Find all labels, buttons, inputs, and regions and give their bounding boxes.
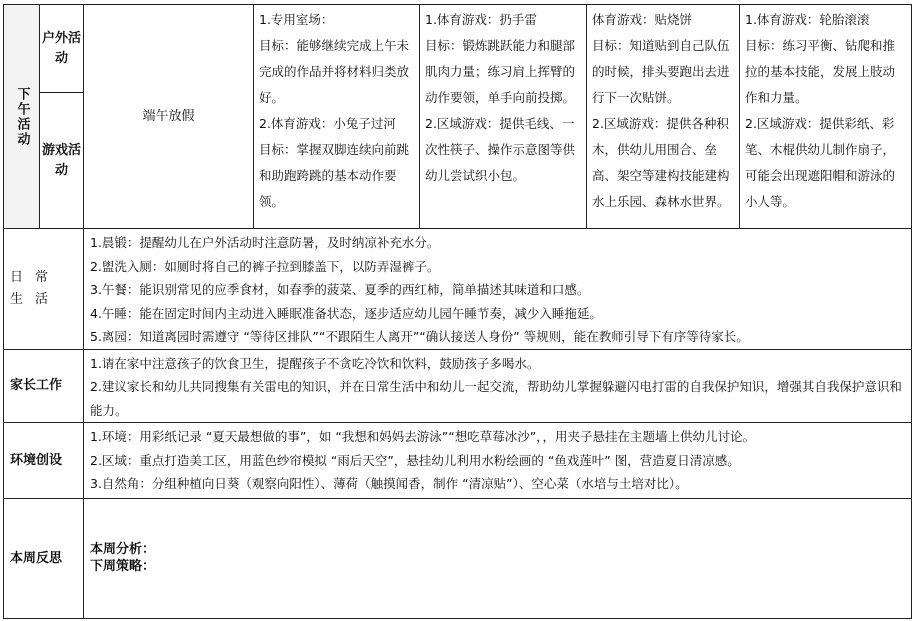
list-item: 2.区域：重点打造美工区，用蓝色纱帘模拟 “雨后天空”，悬挂幼儿利用水粉绘画的 “鱼戏莲叶” 图，营造夏日清凉感。: [90, 452, 740, 468]
afternoon-title: 下午活动: [14, 86, 30, 147]
parent-work-header: 家长工作: [4, 349, 84, 423]
week-analysis-label: 本周分析：: [90, 542, 156, 557]
col2-line: 2.区域游戏：提供毛线、一次性筷子、操作示意图等供幼儿尝试织小包。: [425, 116, 576, 183]
list-item: 1.请在家中注意孩子的饮食卫生，提醒孩子不贪吃冷饮和饮料，鼓励孩子多喝水。: [90, 355, 540, 371]
weekly-plan-table: [3, 4, 912, 619]
parent-work-list: [84, 349, 912, 423]
outdoor-activity-label: 户外活动: [40, 5, 84, 93]
environment-list: [84, 423, 912, 499]
col2-line: 1.体育游戏：扔手雷: [425, 12, 537, 27]
weekly-plan-page: [3, 4, 911, 619]
reflection-body: [84, 499, 912, 619]
environment-header: 环境创设: [4, 423, 84, 499]
col4-line: 1.体育游戏：轮胎滚滚: [745, 12, 870, 27]
list-item: 3.午餐：能识别常见的应季食材，如春季的菠菜、夏季的西红柿，简单描述其味道和口感。: [90, 282, 590, 297]
reflection-header: 本周反思: [4, 499, 84, 619]
afternoon-col-3: [587, 5, 740, 229]
afternoon-col-1: [254, 5, 420, 229]
list-item: 5.离园：知道离园时需遵守 “等待区排队”“不跟陌生人离开”“确认接送人身份” 等规则，能在教师引导下有序等待家长。: [90, 329, 749, 344]
list-item: 1.晨锻：提醒幼儿在户外活动时注意防暑，及时纳凉补充水分。: [90, 235, 440, 250]
list-item: 2.建议家长和幼儿共同搜集有关雷电的知识，并在日常生活中和幼儿一起交流，帮助幼儿掌握躲避闪电打雷的自我保护知识，增强其自我保护意识和能力。: [90, 379, 902, 418]
col3-line: 2.区域游戏：提供各种积木，供幼儿用围合、垒高、架空等建构技能建构水上乐园、森林水世界。: [592, 116, 730, 209]
daily-life-list: [84, 229, 912, 350]
afternoon-col-4: [740, 5, 912, 229]
list-item: 4.午睡：能在固定时间内主动进入睡眠准备状态，逐步适应幼儿园午睡节奏，减少入睡拖延。: [90, 305, 602, 321]
col1-line: 2.体育游戏：小兔子过河: [259, 116, 396, 131]
col2-line: 目标：锻炼跳跃能力和腿部肌肉力量；练习肩上挥臂的动作要领，单手向前投掷。: [425, 38, 576, 105]
game-activity-label: 游戏活动: [40, 93, 84, 229]
holiday-cell: 端午放假: [84, 5, 254, 229]
col3-line: 目标：知道贴到自己队伍的时候，排头要跑出去进行下一次贴饼。: [592, 38, 730, 105]
daily-life-header: 日常生活: [4, 229, 84, 350]
list-item: 2.盥洗入厕：如厕时将自己的裤子拉到膝盖下，以防弄湿裤子。: [90, 258, 440, 274]
afternoon-col-2: [420, 5, 587, 229]
col1-line: 目标：能够继续完成上午未完成的作品并将材料归类放好。: [259, 38, 410, 105]
list-item: 3.自然角：分组种植向日葵（观察向阳性）、薄荷（触摸闻香，制作 “清凉贴”）、空心菜（水培与土培对比）。: [90, 476, 688, 491]
list-item: 1.环境：用彩纸记录 “夏天最想做的事”，如 “我想和妈妈去游泳”“想吃草莓冰沙”，，用夹子悬挂在主题墙上供幼儿讨论。: [90, 429, 755, 444]
col1-line: 1.专用室场：: [259, 12, 334, 27]
afternoon-header: [4, 5, 40, 229]
col4-line: 2.区域游戏：提供彩纸、彩笔、木棍供幼儿制作扇子，可能会出现遮阳帽和游泳的小人等。: [745, 116, 896, 209]
col4-line: 目标：练习平衡、钻爬和推拉的基本技能，发展上肢动作和力量。: [745, 38, 896, 105]
col1-line: 目标：掌握双脚连续向前跳和助跑跨跳的基本动作要领。: [259, 142, 410, 209]
col3-line: 体育游戏：贴烧饼: [592, 12, 693, 27]
next-week-strategy-label: 下周策略：: [90, 559, 156, 574]
